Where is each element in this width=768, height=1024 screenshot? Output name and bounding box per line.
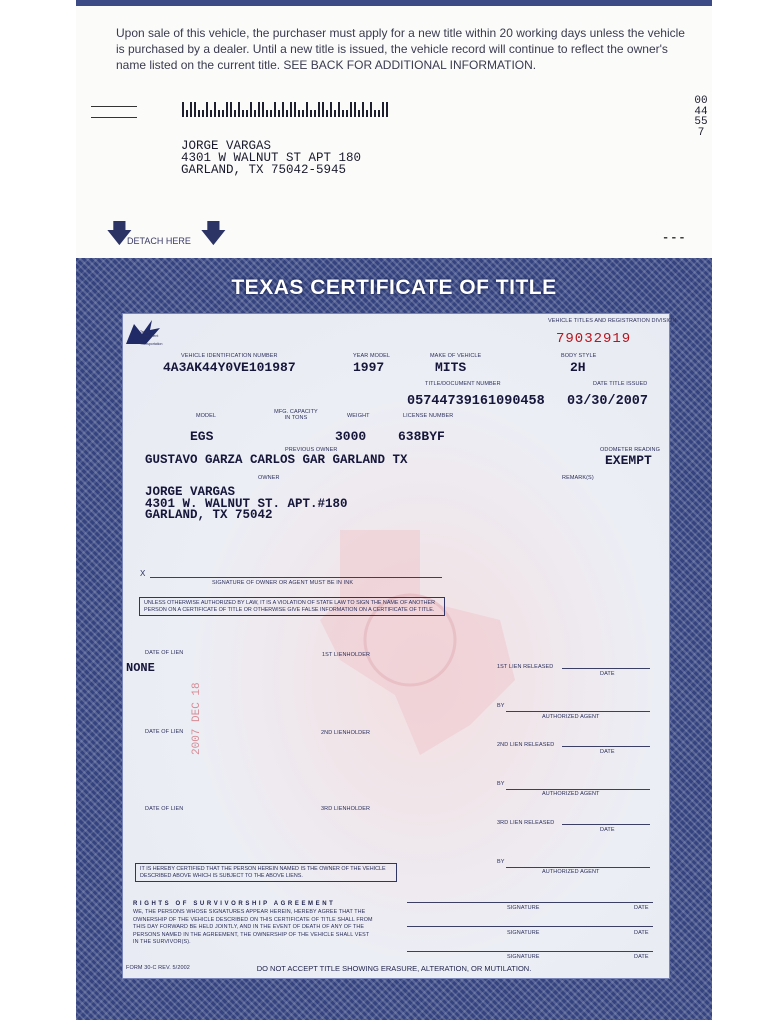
barcode-bar [206, 102, 208, 117]
third-date-of-lien-label: DATE OF LIEN [145, 806, 184, 812]
first-lien-released-label: 1ST LIEN RELEASED [497, 664, 554, 670]
vin-value: 4A3AK44Y0VE101987 [163, 360, 296, 375]
barcode-bar [378, 110, 380, 117]
barcode-bar [218, 110, 220, 117]
first-lien-date-label: DATE [600, 671, 615, 677]
mailing-address [181, 140, 361, 176]
survivor-date-label-1: DATE [634, 905, 649, 911]
body-style-label: BODY STYLE [561, 353, 597, 359]
owner-name: JORGE VARGAS [145, 485, 236, 499]
barcode-bar [222, 110, 224, 117]
weight-value: 3000 [335, 429, 367, 444]
barcode-bar [374, 110, 376, 117]
owner-address [145, 487, 348, 522]
second-agent-line [506, 789, 650, 790]
barcode-bar [358, 110, 360, 117]
title-document-number-value: 05744739161090458 [407, 394, 545, 409]
body-style-value: 2H [570, 360, 586, 375]
second-authorized-agent-label: AUTHORIZED AGENT [542, 791, 600, 797]
model-label: MODEL [196, 413, 217, 419]
model-value: EGS [190, 429, 214, 444]
barcode-bar [290, 102, 292, 117]
owner-signature-label: SIGNATURE OF OWNER OR AGENT MUST BE IN INK [212, 580, 354, 586]
survivor-date-label-2: DATE [634, 930, 649, 936]
second-date-of-lien-label: DATE OF LIEN [145, 729, 184, 735]
first-by-label: BY [497, 703, 505, 709]
control-number: 79032919 [556, 331, 632, 347]
second-lien-released-line [562, 746, 650, 747]
signature-x-mark: X [140, 569, 146, 578]
owner-street: 4301 W. WALNUT ST. APT.#180 [145, 496, 348, 511]
barcode-bar [242, 110, 244, 117]
purchaser-notice: Upon sale of this vehicle, the purchaser must apply for a new title within 20 working days unless the vehicle is purchased by a dealer. Until a new title is issued, the vehicle record will continue to reflect the owner's name listed on the current title. SEE BACK FOR ADDITIONAL INFORMATION. [116, 26, 685, 72]
barcode-bar [210, 110, 212, 117]
address-window-mark [91, 117, 137, 118]
barcode-bar [366, 110, 368, 117]
certified-notice: IT IS HEREBY CERTIFIED THAT THE PERSON HEREIN NAMED IS THE OWNER OF THE VEHICLE DESCRIBED ABOVE WHICH IS SUBJECT TO THE ABOVE LIENS. [135, 863, 397, 882]
make-label: MAKE OF VEHICLE [430, 353, 482, 359]
second-lienholder-label: 2ND LIENHOLDER [321, 730, 371, 736]
barcode-bar [342, 110, 344, 117]
barcode-bar [230, 102, 232, 117]
mailing-street: 4301 W WALNUT ST APT 180 [181, 151, 362, 165]
third-authorized-agent-label: AUTHORIZED AGENT [542, 869, 600, 875]
barcode-bar [302, 110, 304, 117]
make-value: MITS [435, 360, 467, 375]
mailing-name: JORGE VARGAS [181, 139, 272, 153]
barcode-bar [286, 110, 288, 117]
barcode-bar [254, 110, 256, 117]
survivor-signature-label-2: SIGNATURE [507, 930, 540, 936]
detach-here-label: DETACH HERE [127, 236, 191, 246]
division-label: VEHICLE TITLES AND REGISTRATION DIVISION [548, 318, 677, 324]
mailing-city: GARLAND, TX 75042-5945 [181, 163, 347, 177]
stub-border-strip [76, 0, 712, 6]
first-lienholder-label: 1ST LIENHOLDER [322, 652, 371, 658]
first-agent-line [506, 711, 650, 712]
barcode-bar [298, 110, 300, 117]
second-lien-date-label: DATE [600, 749, 615, 755]
barcode-bar [354, 102, 356, 117]
previous-owner-value: GUSTAVO GARZA CARLOS GAR GARLAND TX [145, 453, 408, 467]
vin-label: VEHICLE IDENTIFICATION NUMBER [181, 353, 278, 359]
barcode-bar [250, 102, 252, 117]
barcode-bar [214, 102, 216, 117]
barcode-bar [362, 102, 364, 117]
second-by-label: BY [497, 781, 505, 787]
barcode-bar [278, 110, 280, 117]
first-lien-released-line [562, 668, 650, 669]
barcode-bar [346, 110, 348, 117]
survivor-date-label-3: DATE [634, 954, 649, 960]
survivor-line-3 [407, 951, 653, 952]
barcode-bar [310, 110, 312, 117]
arrow-down-icon: 🡇 [200, 218, 227, 248]
barcode-bar [270, 110, 272, 117]
barcode-bar [322, 102, 324, 117]
third-lienholder-label: 3RD LIENHOLDER [321, 806, 371, 812]
barcode-bar [338, 102, 340, 117]
survivor-signature-label-1: SIGNATURE [507, 905, 540, 911]
violation-notice: UNLESS OTHERWISE AUTHORIZED BY LAW, IT IS A VIOLATION OF STATE LAW TO SIGN THE NAME OF ANOTHER PERSON ON A CERTIFICATE OF TITLE OR OTHERWISE GIVE FALSE INFORMATION ON A CERTIFICATE OF TITLE. [139, 597, 445, 616]
third-agent-line [506, 867, 650, 868]
date-stamp: 2007 DEC 18 [191, 682, 203, 755]
barcode-bar [262, 102, 264, 117]
address-window-mark [91, 106, 137, 107]
stub-side-number: 0044557 [694, 95, 708, 139]
barcode-bar [234, 110, 236, 117]
owner-signature-line [150, 577, 442, 578]
mfg-capacity-label: MFG. CAPACITY IN TONS [274, 409, 318, 421]
third-lien-date-label: DATE [600, 827, 615, 833]
owner-label: OWNER [258, 475, 280, 481]
txdot-logo-text: Texas Department of Transportation [140, 330, 163, 346]
first-authorized-agent-label: AUTHORIZED AGENT [542, 714, 600, 720]
barcode-bar [326, 110, 328, 117]
arrow-down-icon: 🡇 [106, 218, 133, 248]
second-lien-released-label: 2ND LIEN RELEASED [497, 742, 555, 748]
barcode-bar [386, 102, 388, 117]
barcode-bar [274, 102, 276, 117]
odometer-label: ODOMETER READING [600, 447, 660, 453]
barcode-bar [334, 110, 336, 117]
barcode-bar [282, 102, 284, 117]
texas-seal-watermark [300, 520, 530, 760]
first-date-of-lien-label: DATE OF LIEN [145, 650, 184, 656]
owner-city: GARLAND, TX 75042 [145, 508, 273, 522]
barcode-bar [314, 110, 316, 117]
survivor-signature-label-3: SIGNATURE [507, 954, 540, 960]
previous-owner-label: PREVIOUS OWNER [285, 447, 338, 453]
survivor-line-2 [407, 926, 653, 927]
barcode-bar [190, 102, 192, 117]
bottom-warning: DO NOT ACCEPT TITLE SHOWING ERASURE, ALTERATION, OR MUTILATION. [256, 964, 532, 973]
barcode-bar [306, 102, 308, 117]
survivor-line-1 [407, 902, 653, 903]
year-model-label: YEAR MODEL [353, 353, 391, 359]
barcode-bar [238, 102, 240, 117]
survivorship-heading: RIGHTS OF SURVIVORSHIP AGREEMENT [133, 901, 336, 907]
third-lien-released-line [562, 824, 650, 825]
third-lien-released-label: 3RD LIEN RELEASED [497, 820, 555, 826]
license-number-value: 638BYF [398, 429, 445, 444]
title-document-number-label: TITLE/DOCUMENT NUMBER [425, 381, 501, 387]
barcode-bar [294, 102, 296, 117]
year-model-value: 1997 [353, 360, 385, 375]
barcode-bar [370, 102, 372, 117]
license-number-label: LICENSE NUMBER [403, 413, 454, 419]
barcode-bar [182, 102, 184, 117]
date-title-issued-label: DATE TITLE ISSUED [593, 381, 648, 387]
third-by-label: BY [497, 859, 505, 865]
weight-label: WEIGHT [347, 413, 370, 419]
barcode-bar [194, 102, 196, 117]
barcode-bar [258, 102, 260, 117]
barcode-bar [198, 110, 200, 117]
barcode-bar [382, 102, 384, 117]
postal-barcode [182, 101, 388, 117]
barcode-bar [226, 102, 228, 117]
barcode-bar [318, 102, 320, 117]
form-number: FORM 30-C REV. 5/2002 [126, 965, 190, 971]
odometer-value: EXEMPT [605, 453, 652, 468]
barcode-bar [350, 102, 352, 117]
first-lien-value: NONE [126, 661, 155, 675]
survivorship-text: WE, THE PERSONS WHOSE SIGNATURES APPEAR HEREIN, HEREBY AGREE THAT THE OWNERSHIP OF THE VEHICLE DESCRIBED ON THIS CERTIFICATE OF TITLE SHALL FROM THIS DAY FORWARD BE HELD JOINTLY, AND IN THE EVENT OF DEATH OF ANY OF THE PERSONS NAMED IN THE AGREEMENT, THE OWNERSHIP OF THE VEHICLE SHALL VEST IN THE SURVIVOR(S). [133, 909, 373, 945]
detach-dashes: --- [662, 231, 687, 245]
remarks-label: REMARK(S) [562, 475, 594, 481]
date-title-issued-value: 03/30/2007 [567, 394, 649, 409]
barcode-bar [202, 110, 204, 117]
barcode-bar [246, 110, 248, 117]
barcode-bar [330, 102, 332, 117]
certificate-title: TEXAS CERTIFICATE OF TITLE [231, 276, 557, 299]
barcode-bar [186, 110, 188, 117]
barcode-bar [266, 110, 268, 117]
